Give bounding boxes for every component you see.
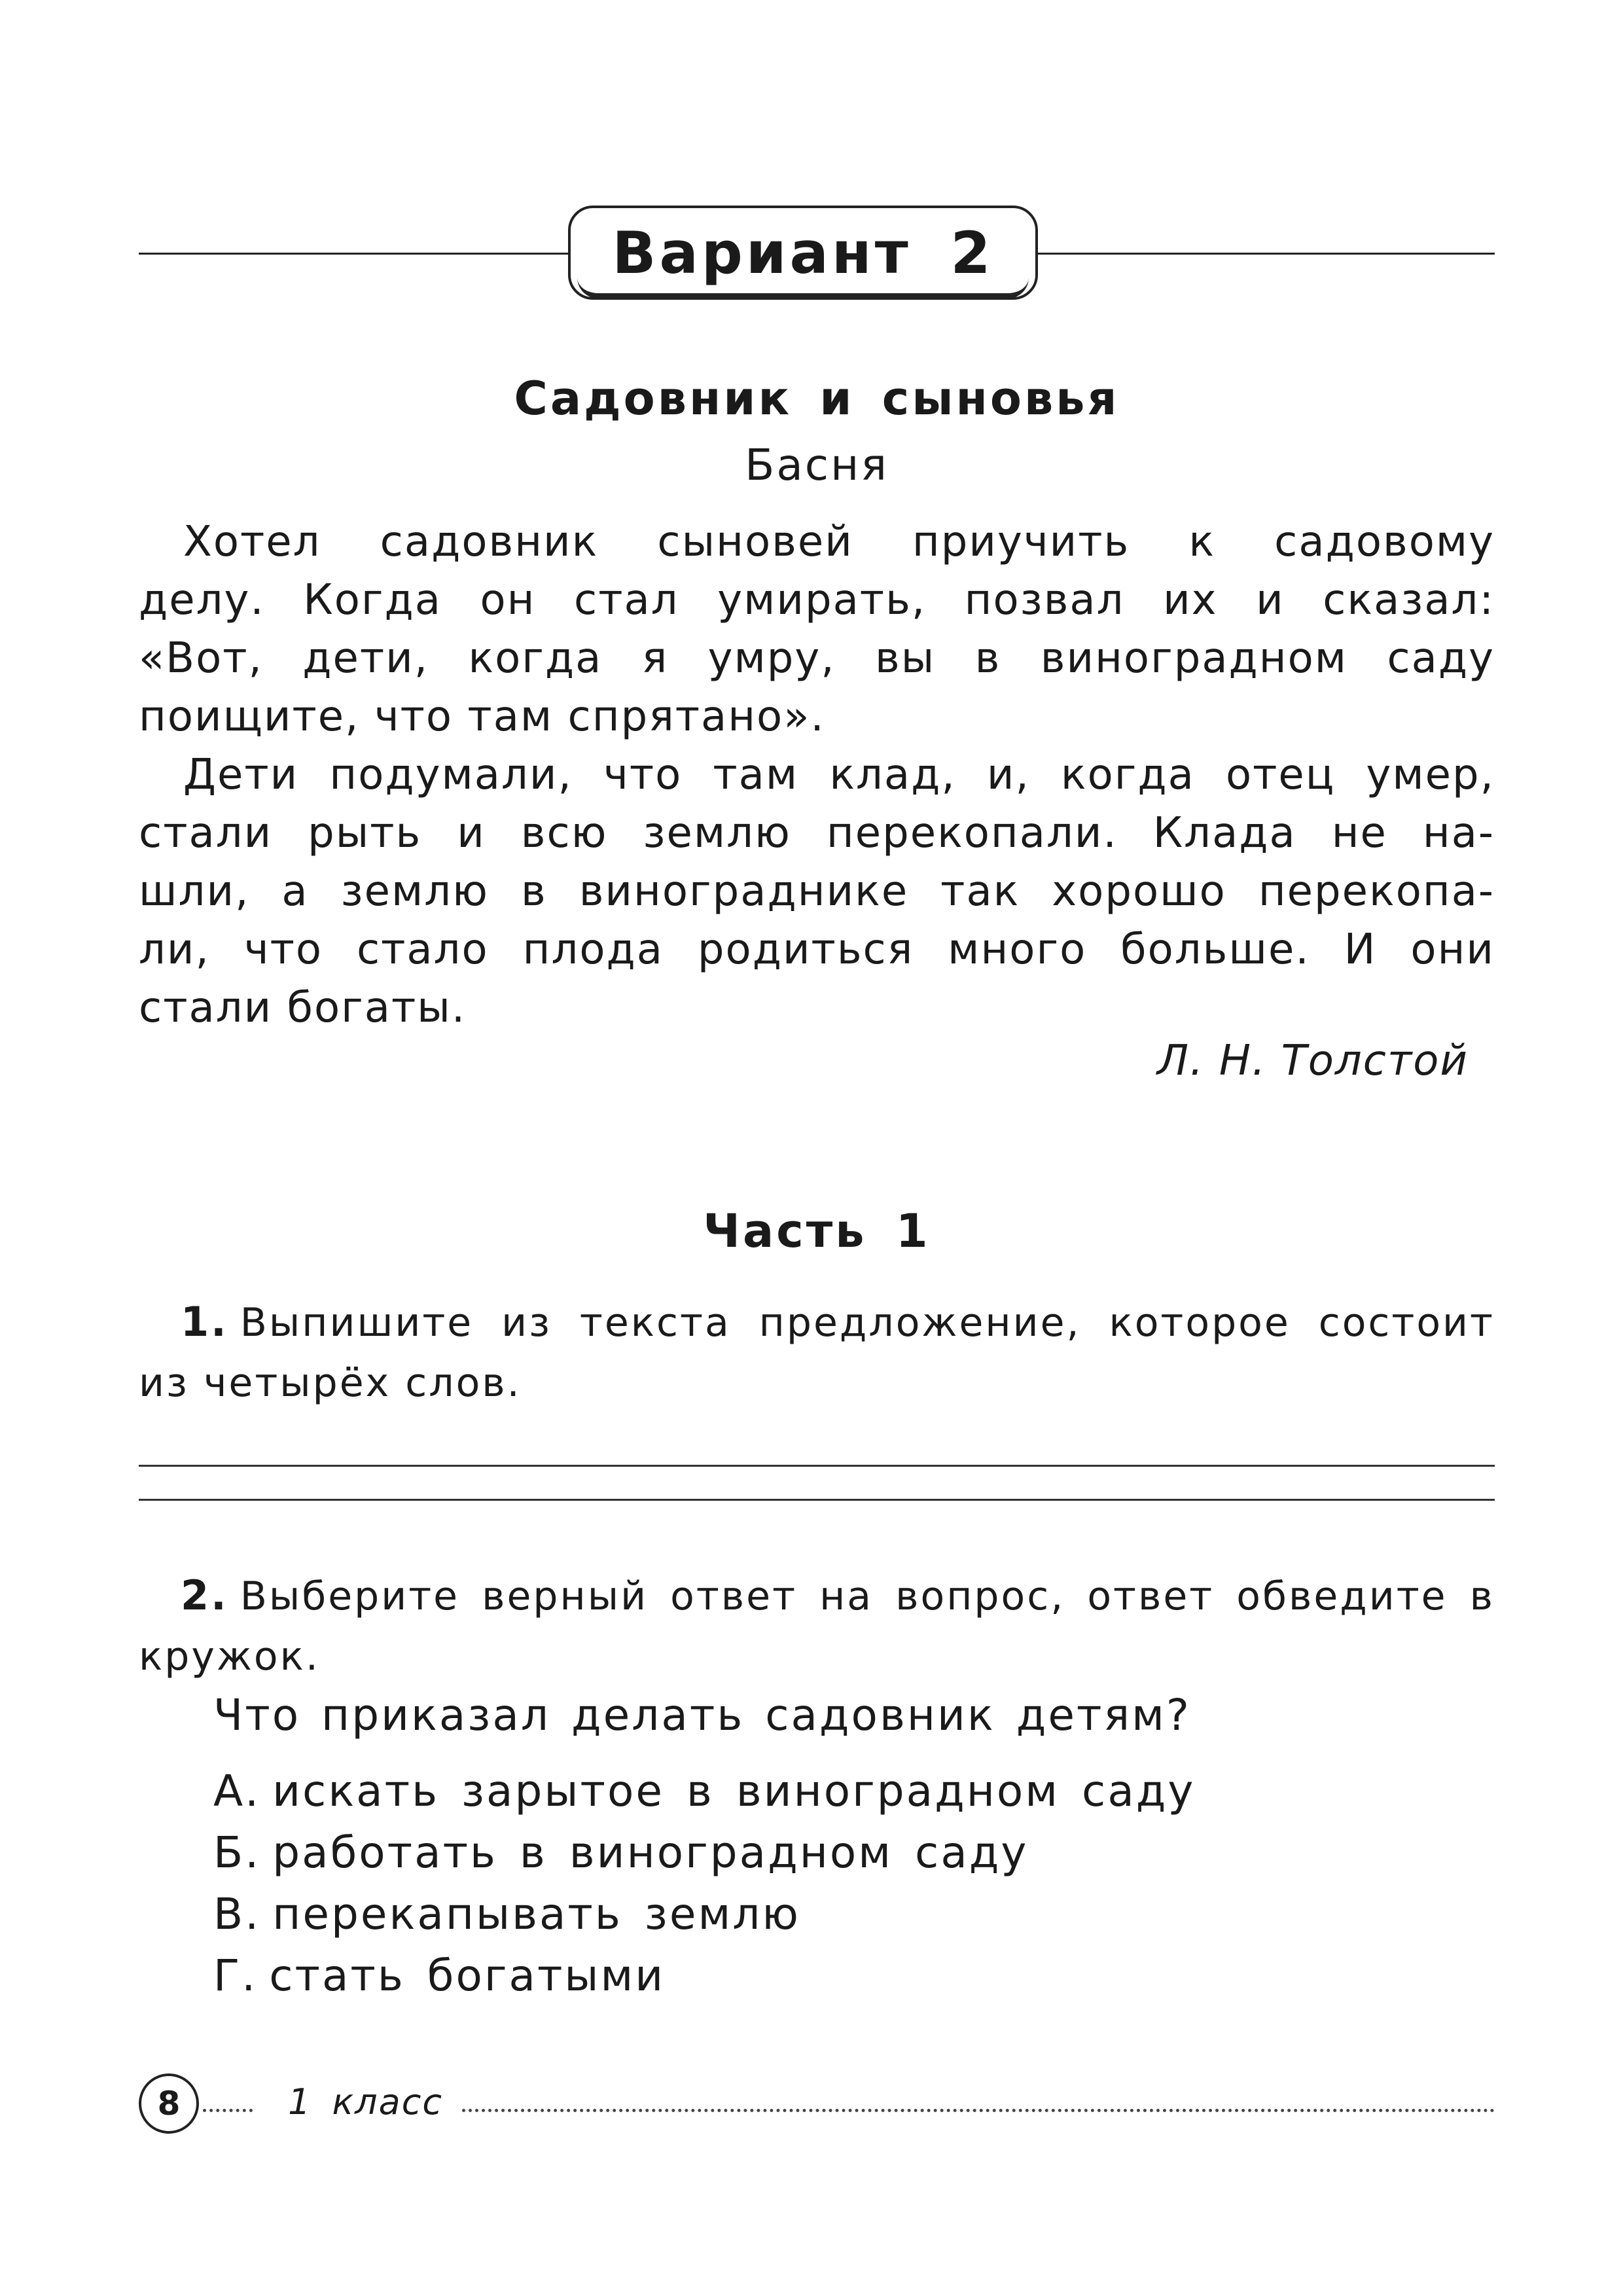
- answer-option-a[interactable]: [213, 1761, 1195, 1822]
- task-1-line: из четырёх слов.: [139, 1360, 522, 1406]
- task-1-text: Выпишите из текста предложение, которое состоит: [240, 1300, 1495, 1346]
- task-2-number: 2.: [181, 1571, 228, 1619]
- task-2-line: кружок.: [139, 1634, 320, 1679]
- option-letter: Г.: [213, 1950, 258, 2001]
- option-letter: А.: [213, 1766, 261, 1816]
- option-letter: В.: [213, 1889, 261, 1939]
- page-number: [139, 2073, 199, 2134]
- story-line: Дети подумали, что там клад, и, когда отец умер,: [183, 751, 1495, 799]
- story-text: [139, 513, 1495, 1037]
- footer-grade: 1 класс: [288, 2081, 444, 2123]
- story-line: стали богаты.: [139, 984, 467, 1032]
- option-letter: Б.: [213, 1827, 261, 1878]
- story-line: ли, что стало плода родиться много больше. И они: [139, 925, 1495, 974]
- answer-option-g[interactable]: [213, 1945, 1195, 2007]
- option-text: стать богатыми: [269, 1950, 666, 2001]
- task-2-line: [139, 1566, 1495, 1626]
- footer-dots-long: [462, 2109, 1495, 2112]
- task-1-number: 1.: [181, 1298, 228, 1346]
- story-author: Л. Н. Толстой: [1157, 1037, 1469, 1085]
- story-line: поищите, что там спрятано».: [139, 692, 825, 741]
- story-genre: Басня: [745, 440, 889, 490]
- task-1-line: [139, 1292, 1495, 1353]
- option-text: искать зарытое в виноградном саду: [272, 1766, 1196, 1816]
- answer-line[interactable]: [139, 1465, 1495, 1467]
- footer-dots-short: [203, 2109, 253, 2112]
- variant-box: [568, 206, 1038, 300]
- story-paragraph-1: [139, 513, 1495, 746]
- story-line: стали рыть и всю землю перекопали. Клада не на-: [139, 809, 1495, 857]
- story-line: делу. Когда он стал умирать, позвал их и сказал:: [139, 576, 1495, 624]
- story-line: шли, а землю в винограднике так хорошо перекопа-: [139, 867, 1495, 916]
- answer-line[interactable]: [139, 1499, 1495, 1501]
- story-line: «Вот, дети, когда я умру, вы в виноградном саду: [139, 634, 1495, 683]
- header-rule-right: [1038, 253, 1495, 255]
- story-title: Садовник и сыновья: [514, 372, 1120, 425]
- story-paragraph-2: [139, 746, 1495, 1037]
- answer-option-v[interactable]: [213, 1884, 1195, 1945]
- story-line: Хотел садовник сыновей приучить к садовому: [183, 518, 1495, 566]
- part-title: Часть 1: [703, 1204, 931, 1258]
- option-text: работать в виноградном саду: [272, 1827, 1029, 1878]
- answer-option-b[interactable]: [213, 1822, 1195, 1884]
- answer-options: [213, 1761, 1195, 2007]
- task-2: [139, 1566, 1495, 1687]
- option-text: перекапывать землю: [272, 1889, 800, 1939]
- task-2-text: Выберите верный ответ на вопрос, ответ обведите в: [240, 1573, 1495, 1619]
- page-number-text: 8: [157, 2085, 181, 2123]
- task-1: [139, 1292, 1495, 1413]
- task-2-question: Что приказал делать садовник детям?: [213, 1690, 1191, 1740]
- variant-title: Вариант 2: [612, 219, 994, 287]
- header-rule-left: [139, 253, 568, 255]
